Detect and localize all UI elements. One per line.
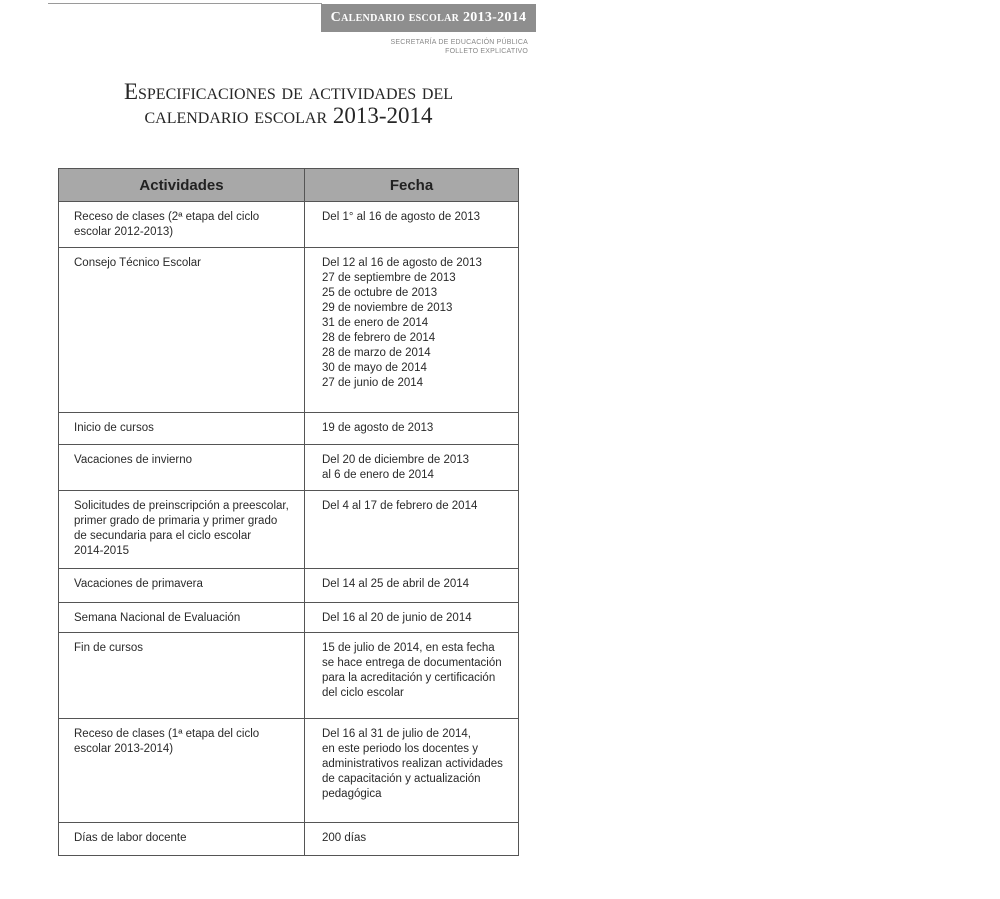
table-row [59,445,519,491]
date-cell [305,569,519,603]
activity-line: Vacaciones de primavera [74,578,203,590]
title-line-2: calendario escolar 2013-2014 [144,103,433,128]
date-line: 29 de noviembre de 2013 [322,302,453,314]
date-line: pedagógica [322,788,382,800]
table-row [59,569,519,603]
column-header-fecha: Fecha [305,169,519,202]
activity-line: Vacaciones de invierno [74,454,193,466]
date-line: Del 16 al 20 de junio de 2014 [322,612,472,624]
date-cell [305,823,519,856]
activity-line: escolar 2013-2014) [74,743,174,755]
calendar-badge: Calendario escolar 2013-2014 [321,4,536,32]
activity-cell [59,491,305,569]
activity-cell [59,413,305,445]
date-line: en este periodo los docentes y [322,743,478,755]
date-cell [305,719,519,823]
activity-cell [59,633,305,719]
publisher-info [321,38,528,56]
date-line: al 6 de enero de 2014 [322,469,434,481]
activity-line: Consejo Técnico Escolar [74,257,201,269]
date-line: Del 1° al 16 de agosto de 2013 [322,211,481,223]
date-line: Del 12 al 16 de agosto de 2013 [322,257,482,269]
date-line: Del 16 al 31 de julio de 2014, [322,728,471,740]
date-line: 28 de marzo de 2014 [322,347,431,359]
activity-line: Días de labor docente [74,832,187,844]
date-line: 31 de enero de 2014 [322,317,429,329]
date-cell [305,202,519,248]
table-body [59,202,519,856]
activity-cell [59,248,305,413]
date-line: Del 20 de diciembre de 2013 [322,454,470,466]
title-line-1: Especificaciones de actividades del [123,79,454,104]
table-row [59,248,519,413]
table-row [59,719,519,823]
header-rule [48,3,322,4]
activity-cell [59,603,305,633]
date-cell [305,603,519,633]
activity-line: primer grado de primaria y primer grado [74,515,278,527]
date-line: del ciclo escolar [322,687,404,699]
date-line: 200 días [322,832,367,844]
publisher-line: SECRETARÍA DE EDUCACIÓN PÚBLICA [390,39,528,46]
date-line: 19 de agosto de 2013 [322,422,434,434]
date-line: Del 4 al 17 de febrero de 2014 [322,500,478,512]
date-cell [305,633,519,719]
activity-cell [59,823,305,856]
date-line: administrativos realizan actividades [322,758,503,770]
activity-line: Receso de clases (1ª etapa del ciclo [74,728,260,740]
date-cell [305,248,519,413]
table-header-row [59,169,519,202]
activity-cell [59,202,305,248]
activity-line: escolar 2012-2013) [74,226,174,238]
table-row [59,823,519,856]
date-line: 27 de septiembre de 2013 [322,272,456,284]
activity-line: de secundaria para el ciclo escolar [74,530,252,542]
date-line: 25 de octubre de 2013 [322,287,438,299]
activity-cell [59,445,305,491]
date-line: 30 de mayo de 2014 [322,362,427,374]
date-cell [305,445,519,491]
table-row [59,491,519,569]
date-line: Del 14 al 25 de abril de 2014 [322,578,470,590]
column-header-actividades: Actividades [59,169,305,202]
date-line: 15 de julio de 2014, en esta fecha [322,642,495,654]
brochure-line: FOLLETO EXPLICATIVO [445,48,528,55]
date-line: se hace entrega de documentación [322,657,502,669]
activity-cell [59,719,305,823]
table-row [59,413,519,445]
table-row [59,603,519,633]
table-row [59,202,519,248]
date-line: 28 de febrero de 2014 [322,332,436,344]
table-row [59,633,519,719]
activity-cell [59,569,305,603]
activity-line: Semana Nacional de Evaluación [74,612,241,624]
activity-line: 2014-2015 [74,545,129,557]
activities-table [58,168,519,856]
date-cell [305,413,519,445]
date-line: de capacitación y actualización [322,773,481,785]
activity-line: Inicio de cursos [74,422,154,434]
date-line: 27 de junio de 2014 [322,377,424,389]
date-cell [305,491,519,569]
activity-line: Fin de cursos [74,642,144,654]
activity-line: Receso de clases (2ª etapa del ciclo [74,211,260,223]
date-line: para la acreditación y certificación [322,672,496,684]
document-title [60,80,517,128]
activity-line: Solicitudes de preinscripción a preescolar, [74,500,289,512]
